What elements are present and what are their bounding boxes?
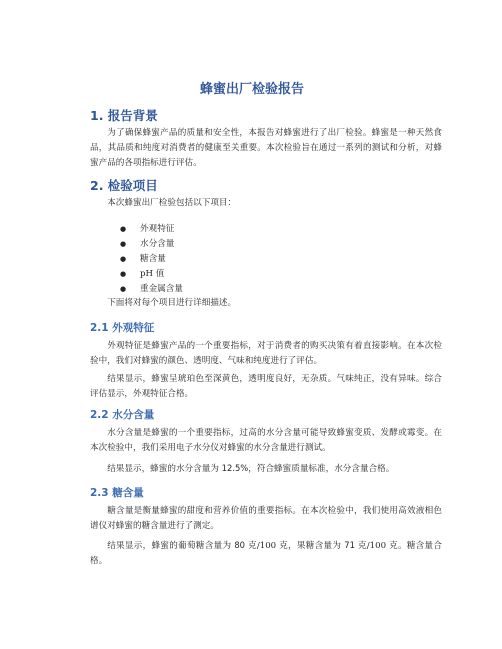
list-item: ● 水分含量 [90,237,183,252]
subsection-heading-sugar: 2.3 糖含量 [90,487,144,499]
section-heading-items: 2. 检验项目 [90,178,158,193]
list-item: ● 重金属含量 [90,282,183,297]
items-list [90,222,183,297]
list-item: ● 外观特征 [90,222,183,237]
subsection-heading-appearance: 2.1 外观特征 [90,322,155,334]
items-outro: 下面将对每个项目进行详细描述。 [107,298,237,308]
subsection-heading-moisture: 2.2 水分含量 [90,409,155,421]
bullet-icon: ● [120,225,127,233]
fructose-value: 71 [344,540,355,550]
bullet-icon: ● [120,270,127,278]
bullet-icon: ● [120,240,127,248]
moisture-value: 12.5% [221,463,249,473]
sugar-paragraph-2: 结果显示，蜂蜜的葡萄糖含量为 80 克/100 克，果糖含量为 71 克/100 克。糖含量合格。 [90,540,443,566]
appearance-paragraph-1: 外观特征是蜂蜜产品的一个重要指标，对于消费者的购买决策有着直接影响。在本次检验中，我们对蜂蜜的颜色、透明度、气味和纯度进行了评估。 [90,341,442,366]
document-title: 蜂蜜出厂检验报告 [199,82,304,97]
glucose-value: 80 [234,540,245,550]
list-item: ● 糖含量 [90,252,183,267]
items-intro: 本次蜂蜜出厂检验包括以下项目： [107,198,237,208]
list-item: ● pH 值 [90,267,183,282]
moisture-paragraph-2: 结果显示，蜂蜜的水分含量为 12.5%，符合蜂蜜质量标准，水分含量合格。 [107,463,395,474]
section-heading-background: 1. 报告背景 [90,108,158,123]
sugar-paragraph-1: 糖含量是衡量蜂蜜的甜度和营养价值的重要指标。在本次检验中，我们使用高效液相色谱仪对蜂蜜的糖含量进行了测定。 [90,506,442,531]
bullet-icon: ● [120,255,127,263]
bullet-icon: ● [120,285,127,293]
appearance-paragraph-2: 结果显示，蜂蜜呈琥珀色至深黄色，透明度良好，无杂质。气味纯正，没有异味。综合评估显示，外观特征合格。 [90,374,442,399]
background-paragraph: 为了确保蜂蜜产品的质量和安全性，本报告对蜂蜜进行了出厂检验。蜂蜜是一种天然食品，其品质和纯度对消费者的健康至关重要。本次检验旨在通过一系列的测试和分析，对蜂蜜产品的各项指标进行评估。 [90,128,442,168]
moisture-paragraph-1: 水分含量是蜂蜜的一个重要指标，过高的水分含量可能导致蜂蜜变质、发酵或霉变。在本次检验中，我们采用电子水分仪对蜂蜜的水分含量进行测试。 [90,428,442,453]
